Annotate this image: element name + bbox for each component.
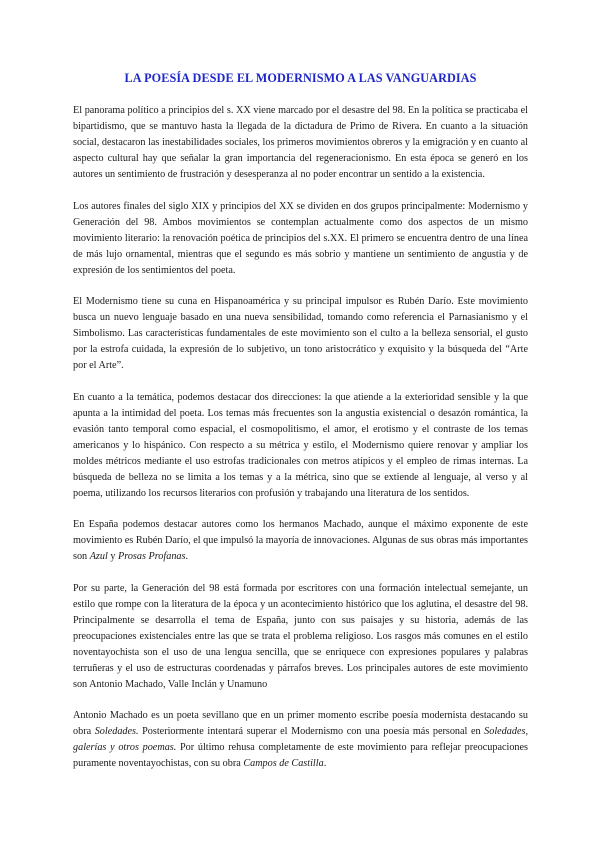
document-title: LA POESÍA DESDE EL MODERNISMO A LAS VANGUARDIAS: [124, 71, 477, 85]
paragraph-modernismo-spain: [73, 517, 528, 565]
paragraph-text: Por último rehusa completamente de este movimiento para reflejar preocupaciones puramente noventayochistas, con su obra: [73, 742, 528, 769]
paragraph-text: y: [107, 551, 119, 562]
paragraph-modernismo-origins: El Modernismo tiene su cuna en Hispanoamérica y su principal impulsor es Rubén Darío. Este movimiento busca un nuevo lenguaje basado en una nueva sensibilidad, tomando como referencia el Parnasianismo y el Simbolismo. Las características fundamentales de este movimiento son el culto a la belleza sensorial, el gusto por la estrofa cuidada, la expresión de lo subjetivo, un tono aristocrático y exquisito y la búsqueda del “Arte por el Arte”.: [73, 296, 528, 371]
paragraph-political-context: El panorama político a principios del s. XX viene marcado por el desastre del 98. En la política se practicaba el bipartidismo, que se mantuvo hasta la llegada de la dictadura de Primo de Rivera. En cuanto a la situación social, destacaron las inestabilidades sociales, los primeros movimientos obreros y la emigración y en cuanto al aspecto cultural hay que señalar la gran importancia del regeneracionismo. En esta época se generó en los autores un sentimiento de frustración y desesperanza al no poder encontrar un sentido a la existencia.: [73, 105, 528, 180]
work-title-campos-de-castilla: Campos de Castilla: [243, 758, 324, 769]
paragraph-text: .: [185, 551, 189, 562]
paragraph-author-groups: Los autores finales del siglo XIX y principios del XX se dividen en dos grupos principalmente: Modernismo y Generación del 98. Ambos movimientos se contemplan actualmente como dos aspectos de un mismo movimiento literario: la renovación poética de principios del s.XX. El primero se encuentra dentro de una línea de más lujo ornamental, mientras que el segundo es más sobrio y mantiene un sentimiento de angustia y de expresión de los sentimientos del poeta.: [73, 200, 528, 276]
work-title-prosas-profanas: Prosas Profanas: [118, 551, 186, 562]
paragraph-text: Antonio Machado es un poeta sevillano que en un primer momento escribe poesía modernista destacando su obra: [73, 710, 528, 737]
paragraph-text: En España podemos destacar autores como los hermanos Machado, aunque el máximo exponente de este movimiento es Rubén Darío, el que impulsó la mayoría de innovaciones. Algunas de sus obras más importantes son: [73, 519, 528, 562]
paragraph-modernismo-themes: En cuanto a la temática, podemos destacar dos direcciones: la que atiende a la exterioridad sensible y la que apunta a la intimidad del poeta. Los temas más frecuentes son la angustia existencial o desazón romántica, la evasión tanto temporal como espacial, el cosmopolitismo, el amor, el erotismo y el contraste de los temas americanos y lo hispánico. Con respecto a su métrica y estilo, el Modernismo quiere renovar y ampliar los moldes métricos mediante el uso estrofas tradicionales con metros atípicos y el empleo de rimas internas. La búsqueda de belleza no se limita a los temas y a la métrica, sino que se extiende al lenguaje, al verso y al poema, utilizando los recursos literarios con profusión y trabajando una literatura de los sentidos.: [73, 391, 528, 499]
document-page: [73, 70, 528, 788]
paragraph-text: Posteriormente intentará superar el Modernismo con una poesía más personal en: [138, 726, 485, 737]
work-title-azul: Azul: [89, 551, 108, 562]
paragraph-text: .: [323, 758, 327, 769]
paragraph-generacion-98: Por su parte, la Generación del 98 está formada por escritores con una formación intelectual semejante, un estilo que rompe con la literatura de la época y un acontecimiento histórico que los aglutina, el desastre del 98. Principalmente se desarrolla el tema de España, junto con sus paisajes y su historia, además de las preocupaciones existenciales entre las que se trata el problema religioso. Los rasgos más comunes en el estilo noventayochista son el uso de una lengua sencilla, que se enriquece con expresiones populares y palabras terruñeras y el uso de estructuras coordenadas y párrafos breves. Los principales autores de este movimiento son Antonio Machado, Valle Inclán y Unamuno: [73, 582, 528, 690]
work-title-soledades-galerias: Soledades, galerías y otros poemas.: [73, 726, 528, 753]
work-title-soledades: Soledades.: [94, 726, 139, 737]
paragraph-antonio-machado: [73, 708, 528, 772]
